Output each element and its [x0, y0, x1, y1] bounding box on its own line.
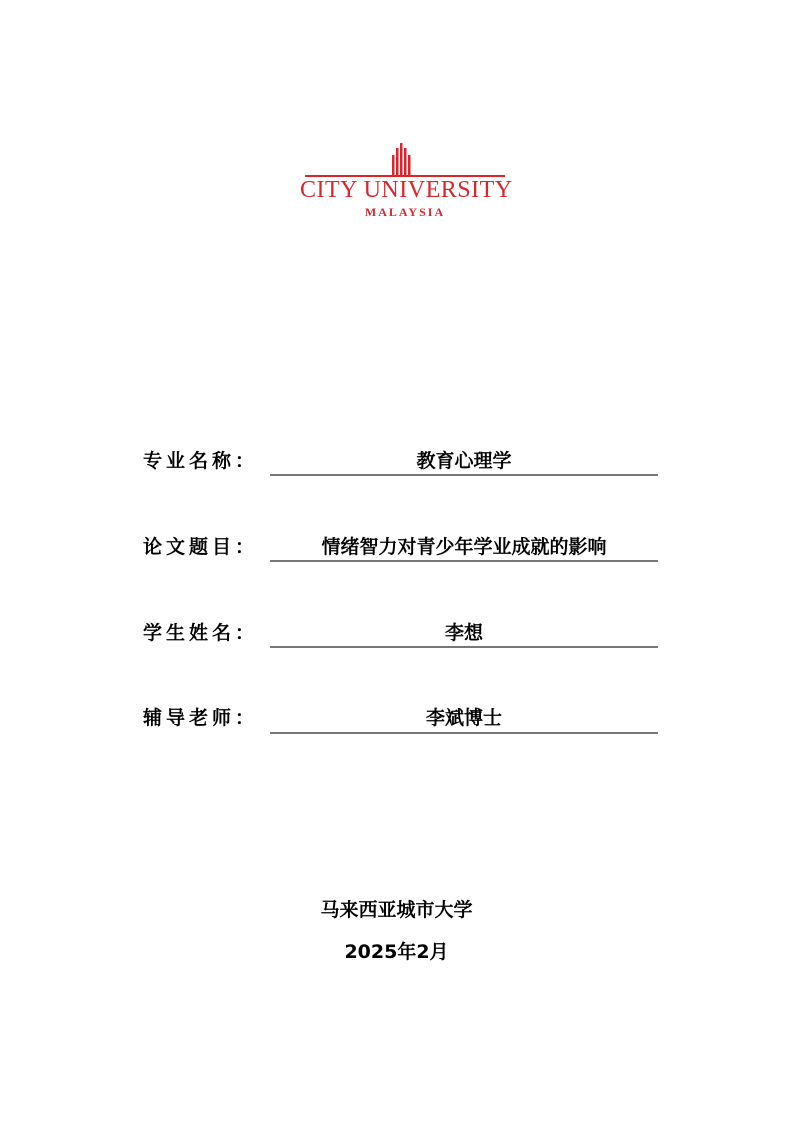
university-logo: [300, 135, 513, 225]
building-icon: [300, 135, 510, 180]
field-label-title: 论文题目：: [143, 536, 259, 558]
field-underline: [270, 560, 658, 562]
field-value-student: 李想: [444, 622, 483, 644]
logo-subtitle: MALAYSIA: [364, 205, 446, 219]
field-underline: [270, 474, 658, 476]
field-underline: [270, 732, 658, 734]
field-label-major: 专业名称：: [143, 450, 259, 472]
field-underline: [270, 646, 658, 648]
field-value-major: 教育心理学: [416, 450, 512, 472]
field-value-title: 情绪智力对青少年学业成就的影响: [321, 536, 607, 558]
university-name: 马来西亚城市大学: [320, 899, 473, 921]
field-value-advisor: 李斌博士: [425, 707, 502, 729]
submission-date: 2025年2月: [344, 941, 449, 963]
field-label-student: 学生姓名：: [143, 622, 259, 644]
logo-title: CITY UNIVERSITY: [300, 177, 513, 203]
field-label-advisor: 辅导老师：: [143, 707, 259, 729]
